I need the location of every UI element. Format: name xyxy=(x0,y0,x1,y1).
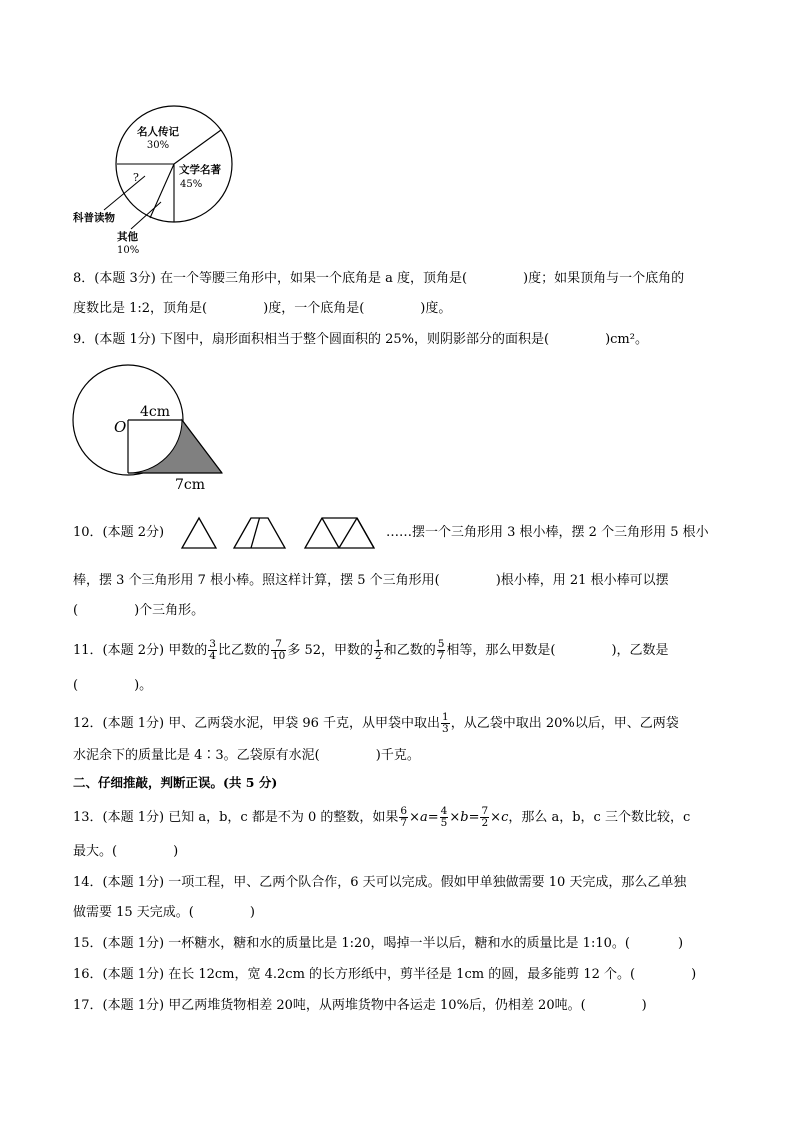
pie-chart-figure xyxy=(70,100,270,260)
q11-text-e: 相等，那么甲数是( xyxy=(446,643,556,658)
fraction-denominator: 2 xyxy=(481,817,489,829)
q9-text-b: )cm²。 xyxy=(605,332,648,347)
q16-text-b: ) xyxy=(691,967,697,982)
fraction-denominator: 2 xyxy=(375,650,382,662)
q10-line2 xyxy=(73,572,669,590)
fraction-1-2 xyxy=(374,639,383,662)
q11-text-d: 和乙数的 xyxy=(383,643,436,658)
q8-line2 xyxy=(73,300,451,318)
q12-text-a: 12．(本题 1分) 甲、乙两袋水泥，甲袋 96 千克，从甲袋中取出 xyxy=(73,716,441,731)
q13-line1 xyxy=(73,806,690,829)
q11-text-b: 比乙数的 xyxy=(217,643,270,658)
slice-label-unknown: ? xyxy=(133,171,139,184)
q14-line2 xyxy=(73,904,255,922)
times-sign: × xyxy=(449,810,461,825)
q13-text-b: ，那么 a，b，c 三个数比较，c xyxy=(508,810,691,825)
q8-line1 xyxy=(73,270,684,288)
q13-text-a: 13．(本题 1分) 已知 a，b，c 都是不为 0 的整数，如果 xyxy=(73,810,399,825)
variable-c: c xyxy=(501,810,509,825)
q15-line xyxy=(73,935,683,953)
fraction-denominator: 7 xyxy=(400,817,408,829)
q11-line1 xyxy=(73,639,669,662)
variable-a: a xyxy=(419,810,428,825)
q9-label-radius: 4cm xyxy=(140,404,171,420)
q16-text-a: 16．(本题 1分) 在长 12cm，宽 4.2cm 的长方形纸中，剪半径是 1cm 的圆，最多能剪 12 个。( xyxy=(73,967,636,982)
q8-text-b: )度；如果顶角与一个底角的 xyxy=(523,271,685,286)
q10-triangles-figure xyxy=(178,513,388,553)
callout-label-kepu: 科普读物 xyxy=(73,212,115,224)
q17-text-b: ) xyxy=(641,998,647,1013)
q8-text-c: 度数比是 1:2，顶角是( xyxy=(73,301,208,316)
q10-text-c: ( xyxy=(73,603,79,618)
variable-b: b xyxy=(460,810,469,825)
q10-three-triangles-outer xyxy=(305,518,374,548)
q15-text-a: 15．(本题 1分) 一杯糖水，糖和水的质量比是 1:20，喝掉一半以后，糖和水的质量比是 1:10。( xyxy=(73,936,630,951)
fraction-7-10 xyxy=(271,639,286,662)
fraction-6-7 xyxy=(399,806,408,829)
q10-three-inner-1 xyxy=(322,518,339,548)
q10-two-triangles-inner xyxy=(251,518,260,548)
slice-label-biography: 名人传记 xyxy=(137,126,179,138)
q8-text-a: 8．(本题 3分) 在一个等腰三角形中，如果一个底角是 a 度，顶角是( xyxy=(73,271,468,286)
q9-figure xyxy=(60,355,240,495)
fraction-5-7 xyxy=(437,639,446,662)
q10-two-triangles-outer xyxy=(234,518,285,548)
q10-line3 xyxy=(73,602,204,620)
q12-text-b: ，从乙袋中取出 20%以后，甲、乙两袋 xyxy=(450,716,679,731)
fraction-denominator: 10 xyxy=(271,650,286,662)
fraction-numerator: 7 xyxy=(271,639,286,651)
q11-text-c: 多 52，甲数的 xyxy=(287,643,373,658)
q10-prefix: 10．(本题 2分) xyxy=(73,525,165,540)
fraction-3-4 xyxy=(208,639,217,662)
equals-sign: = xyxy=(427,810,439,825)
slice-pct-biography: 30% xyxy=(146,140,170,151)
fraction-numerator: 4 xyxy=(440,805,448,817)
fraction-denominator: 7 xyxy=(437,650,445,662)
q11-text-h: )。 xyxy=(134,678,153,693)
fraction-denominator: 4 xyxy=(209,650,216,662)
q12-line2 xyxy=(73,747,420,765)
slice-pct-literature: 45% xyxy=(180,179,203,190)
q9-text-a: 9．(本题 1分) 下图中，扇形面积相当于整个圆面积的 25%，则阴影部分的面积是( xyxy=(73,332,550,347)
q14-text-b: ) xyxy=(249,905,255,920)
q11-line2 xyxy=(73,677,152,695)
q10-text-b: )根小棒，用 21 根小棒可以摆 xyxy=(495,573,669,588)
q12-text-c: 水泥余下的质量比是 4∶3。乙袋原有水泥( xyxy=(73,748,320,763)
q10-three-inner-3 xyxy=(357,518,374,548)
q8-text-d: )度，一个底角是( xyxy=(263,301,365,316)
q11-text-a: 11．(本题 2分) 甲数的 xyxy=(73,643,208,658)
q13-text-c: 最大。( xyxy=(73,844,118,859)
callout-label-other: 其他 xyxy=(117,231,138,243)
fraction-1-3 xyxy=(441,712,450,735)
fraction-7-2 xyxy=(480,806,489,829)
fraction-denominator: 5 xyxy=(440,817,448,829)
q15-text-b: ) xyxy=(677,936,684,951)
q12-text-d: )千克。 xyxy=(375,748,420,763)
times-sign: × xyxy=(490,810,502,825)
q13-line2 xyxy=(73,843,178,861)
q10-one-triangle xyxy=(182,518,216,548)
q10-three-inner-2 xyxy=(339,518,357,548)
q10-text-d: )个三角形。 xyxy=(134,603,205,618)
q10-line1: ……摆一个三角形用 3 根小棒，摆 2 个三角形用 5 根小 xyxy=(386,525,709,540)
fraction-numerator: 1 xyxy=(375,638,382,650)
slice-label-literature: 文学名著 xyxy=(179,164,221,176)
q16-line xyxy=(73,966,696,984)
q11-text-f: )，乙数是 xyxy=(611,643,669,658)
q17-text-a: 17．(本题 1分) 甲乙两堆货物相差 20吨，从两堆货物中各运走 10%后，仍相差 20吨。( xyxy=(73,998,586,1013)
callout-pct-other: 10% xyxy=(117,245,140,256)
q8-text-e: )度。 xyxy=(420,301,452,316)
q17-line xyxy=(73,997,647,1015)
fraction-numerator: 3 xyxy=(209,638,216,650)
fraction-numerator: 1 xyxy=(442,711,449,723)
q14-line1: 14．(本题 1分) 一项工程，甲、乙两个队合作，6 天可以完成。假如甲单独做需要 10 天完成，那么乙单独 xyxy=(73,875,687,890)
fraction-4-5 xyxy=(440,806,449,829)
q11-text-g: ( xyxy=(73,678,79,693)
equals-sign: = xyxy=(468,810,480,825)
q9-line1 xyxy=(73,331,648,349)
q10-text-a: 棒，摆 3 个三角形用 7 根小棒。照这样计算，摆 5 个三角形用( xyxy=(73,573,440,588)
q9-label-base: 7cm xyxy=(175,477,206,493)
fraction-numerator: 5 xyxy=(437,638,445,650)
fraction-numerator: 7 xyxy=(481,805,489,817)
q12-line1 xyxy=(73,712,679,735)
q9-label-o: O xyxy=(114,418,127,436)
q14-text-a: 做需要 15 天完成。( xyxy=(73,905,194,920)
section-heading: 二、仔细推敲，判断正误。(共 5 分) xyxy=(73,775,278,790)
times-sign: × xyxy=(409,810,420,825)
fraction-numerator: 6 xyxy=(400,805,408,817)
q13-text-d: ) xyxy=(173,844,179,859)
fraction-denominator: 3 xyxy=(442,723,449,735)
